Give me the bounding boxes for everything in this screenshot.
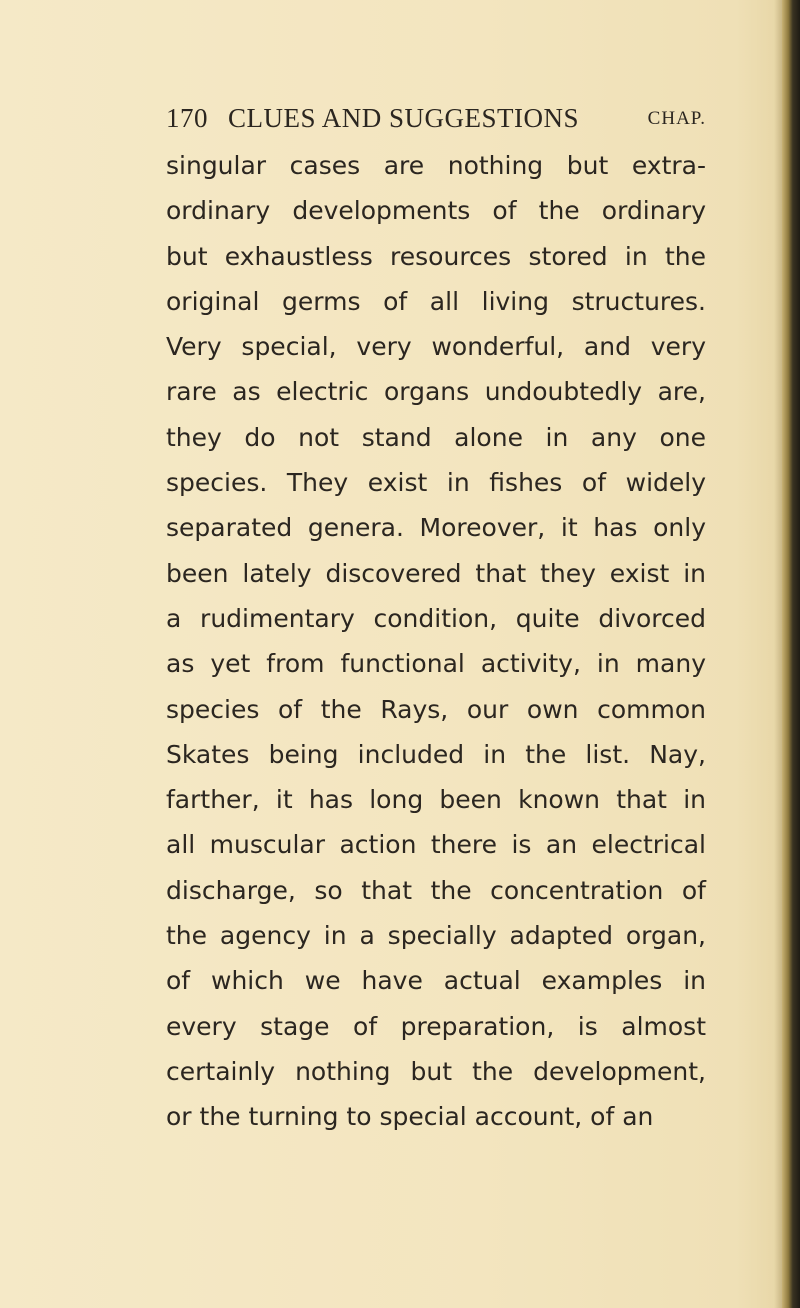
page-edge [782,0,800,1308]
text-line: Skates being included in the list. Nay, [166,739,706,769]
chapter-abbrev: CHAP. [647,108,706,129]
text-line: species of the Rays, our own common [166,694,706,724]
text-line: of which we have actual examples in [166,966,706,996]
body-text [166,143,706,1140]
text-line: ordinary developments of the ordinary [166,196,706,226]
text-line: singular cases are nothing but extra- [166,151,706,180]
page-edge-shadow [774,0,782,1308]
text-line: species. They exist in fishes of widely [166,468,706,498]
text-line: but exhaustless resources stored in the [166,241,706,271]
text-line: rare as electric organs undoubtedly are, [166,377,706,407]
text-line: they do not stand alone in any one [166,422,706,452]
running-title: CLUES AND SUGGESTIONS [228,103,580,133]
running-header [166,103,706,139]
text-line: original germs of all living structures. [166,286,706,316]
text-line: every stage of preparation, is almost [166,1011,706,1041]
text-line: discharge, so that the concentration of [166,875,706,905]
text-line: separated genera. Moreover, it has only [166,513,706,543]
text-line: farther, it has long been known that in [166,785,706,815]
page-number: 170 [166,103,208,133]
text-line: all muscular action there is an electrical [166,830,706,860]
text-line: or the turning to special account, of an [166,1102,654,1132]
text-line: Very special, very wonderful, and very [166,332,706,362]
text-line: been lately discovered that they exist in [166,558,706,588]
text-line: a rudimentary condition, quite divorced [166,603,706,633]
text-line: the agency in a specially adapted organ, [166,921,706,951]
text-line: as yet from functional activity, in many [166,649,706,679]
text-line: certainly nothing but the development, [166,1056,706,1086]
